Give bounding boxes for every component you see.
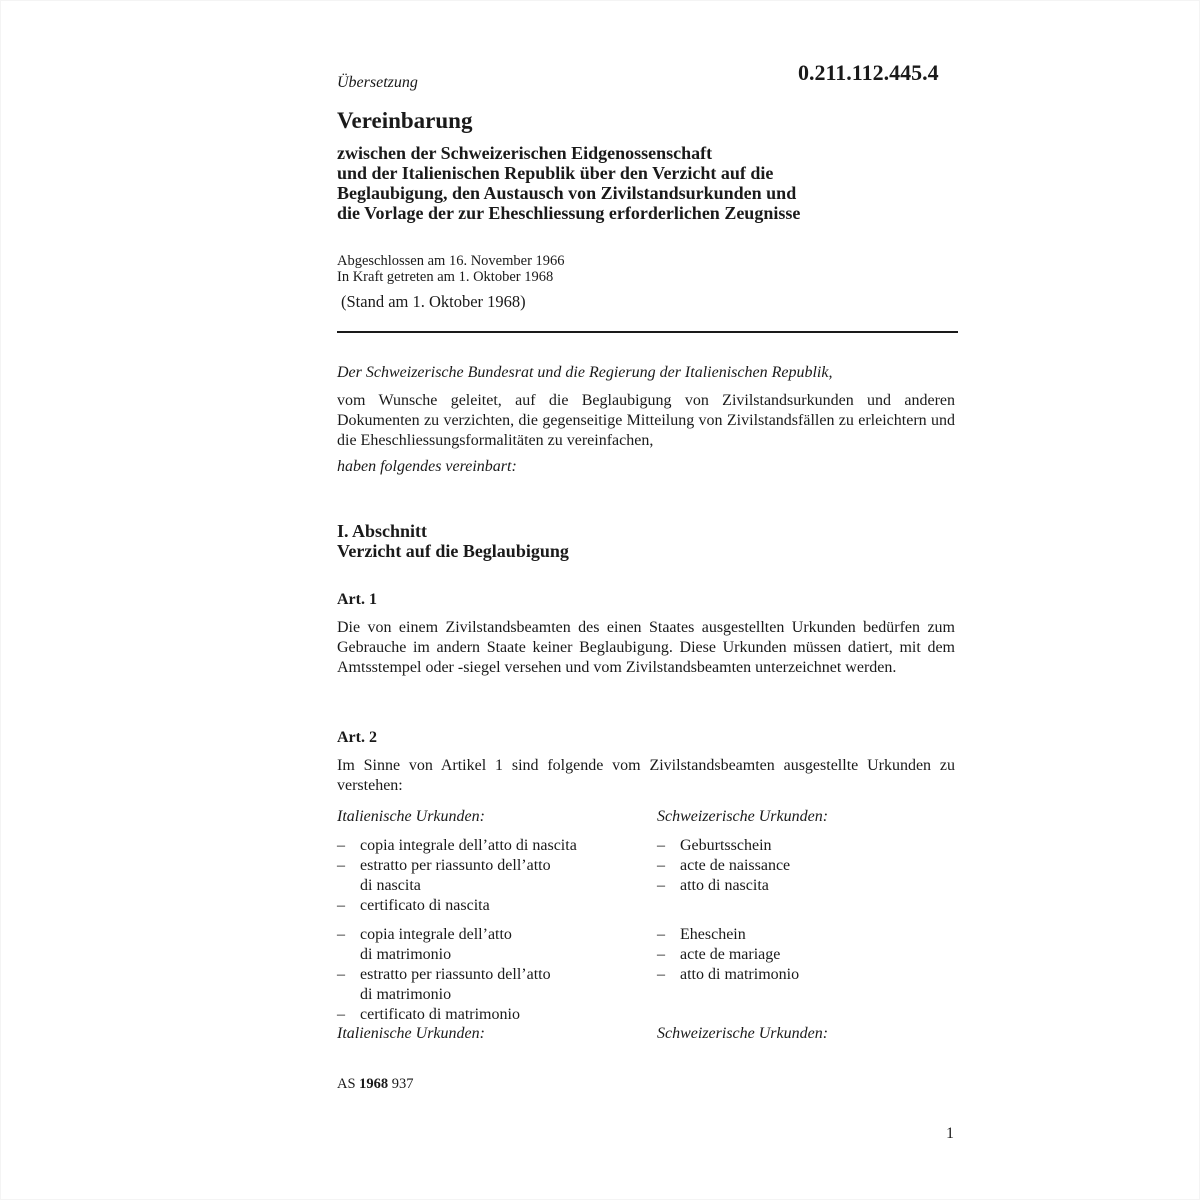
italian-marriage-documents-list (337, 925, 551, 1025)
italian-documents-heading: Italienische Urkunden: (337, 808, 485, 825)
preamble-closing: haben folgendes vereinbart: (337, 458, 517, 475)
italian-birth-documents-list (337, 836, 577, 916)
dash-bullet-icon: – (337, 926, 345, 943)
dash-bullet-icon: – (337, 1006, 345, 1023)
separator-rule (337, 331, 958, 333)
section-number: I. Abschnitt (337, 521, 428, 541)
document-list-item (337, 836, 577, 856)
status-date: (Stand am 1. Oktober 1968) (341, 292, 526, 311)
subtitle-line: zwischen der Schweizerischen Eidgenossenschaft (337, 143, 713, 163)
document-list-item-line: estratto per riassunto dell’atto (360, 857, 551, 874)
swiss-documents-heading: Schweizerische Urkunden: (657, 808, 829, 825)
sr-number: 0.211.112.445.4 (798, 60, 939, 85)
as-prefix: AS (337, 1076, 356, 1092)
dash-bullet-icon: – (657, 857, 665, 874)
article-2-heading: Art. 2 (337, 729, 377, 746)
document-list-item (657, 836, 790, 856)
document-list-item-line: atto di matrimonio (680, 966, 800, 983)
dash-bullet-icon: – (657, 877, 665, 894)
document-list-item-line: copia integrale dell’atto di nascita (360, 837, 577, 854)
document-list-item-line: Eheschein (680, 926, 746, 943)
section-heading (337, 521, 569, 561)
document-list-item (337, 856, 577, 896)
preamble-parties: Der Schweizerische Bundesrat und die Regierung der Italienischen Republik, (337, 364, 833, 381)
official-collection-reference (337, 1076, 414, 1093)
swiss-marriage-documents-list (657, 925, 799, 985)
document-list-item-line: acte de mariage (680, 946, 781, 963)
article-1-heading: Art. 1 (337, 591, 377, 608)
translation-label: Übersetzung (337, 74, 418, 91)
document-subtitle (337, 143, 800, 223)
dash-bullet-icon: – (657, 946, 665, 963)
as-year: 1968 (359, 1076, 389, 1092)
subtitle-line: die Vorlage der zur Eheschliessung erforderlichen Zeugnisse (337, 203, 801, 223)
swiss-birth-documents-list (657, 836, 790, 896)
preamble-text: vom Wunsche geleitet, auf die Beglaubigung von Zivilstandsurkunden und anderen Dokumenten zu verzichten, die gegenseitige Mitteilung von Zivilstandsfällen zu erleichtern und die Eheschliessungsformalitäten zu vereinfachen, (337, 392, 955, 449)
document-list-item-line: certificato di nascita (360, 897, 490, 914)
subtitle-line: Beglaubigung, den Austausch von Zivilstandsurkunden und (337, 183, 797, 203)
section-title: Verzicht auf die Beglaubigung (337, 541, 569, 561)
dash-bullet-icon: – (657, 926, 665, 943)
document-list-item-line: di matrimonio (360, 986, 452, 1003)
document-list-item-line: atto di nascita (680, 877, 769, 894)
swiss-documents-footer: Schweizerische Urkunden: (657, 1025, 829, 1042)
in-force-date: In Kraft getreten am 1. Oktober 1968 (337, 269, 554, 285)
document-list-item (657, 965, 799, 985)
document-list-item (657, 945, 799, 965)
document-list-item-line: acte de naissance (680, 857, 791, 874)
document-list-item-line: copia integrale dell’atto (360, 926, 512, 943)
document-list-item-line: di nascita (360, 877, 421, 894)
document-list-item-line: estratto per riassunto dell’atto (360, 966, 551, 983)
article-2-text: Im Sinne von Artikel 1 sind folgende vom Zivilstandsbeamten ausgestellte Urkunden zu verstehen: (337, 757, 955, 794)
document-list-item (657, 876, 790, 896)
document-list-item (657, 856, 790, 876)
concluded-date: Abgeschlossen am 16. November 1966 (337, 253, 565, 269)
document-list-item-line: Geburtsschein (680, 837, 772, 854)
document-list-item (337, 925, 551, 965)
dash-bullet-icon: – (337, 857, 345, 874)
document-list-item (337, 965, 551, 1005)
document-list-item (337, 1005, 551, 1025)
document-list-item-line: di matrimonio (360, 946, 452, 963)
dash-bullet-icon: – (337, 897, 345, 914)
dash-bullet-icon: – (657, 837, 665, 854)
article-1-text: Die von einem Zivilstandsbeamten des einen Staates ausgestellten Urkunden bedürfen zum Gebrauche im andern Staate keiner Beglaubigung. Diese Urkunden müssen datiert, mit dem Amtsstempel oder -siegel versehen und vom Zivilstandsbeamten unterzeichnet werden. (337, 619, 955, 676)
as-page: 937 (391, 1076, 414, 1092)
subtitle-line: und der Italienischen Republik über den Verzicht auf die (337, 163, 774, 183)
page-number: 1 (946, 1125, 954, 1142)
italian-documents-footer: Italienische Urkunden: (337, 1025, 485, 1042)
dash-bullet-icon: – (657, 966, 665, 983)
dash-bullet-icon: – (337, 966, 345, 983)
document-list-item-line: certificato di matrimonio (360, 1006, 520, 1023)
document-title: Vereinbarung (337, 108, 473, 133)
document-list-item (337, 896, 577, 916)
dash-bullet-icon: – (337, 837, 345, 854)
document-list-item (657, 925, 799, 945)
